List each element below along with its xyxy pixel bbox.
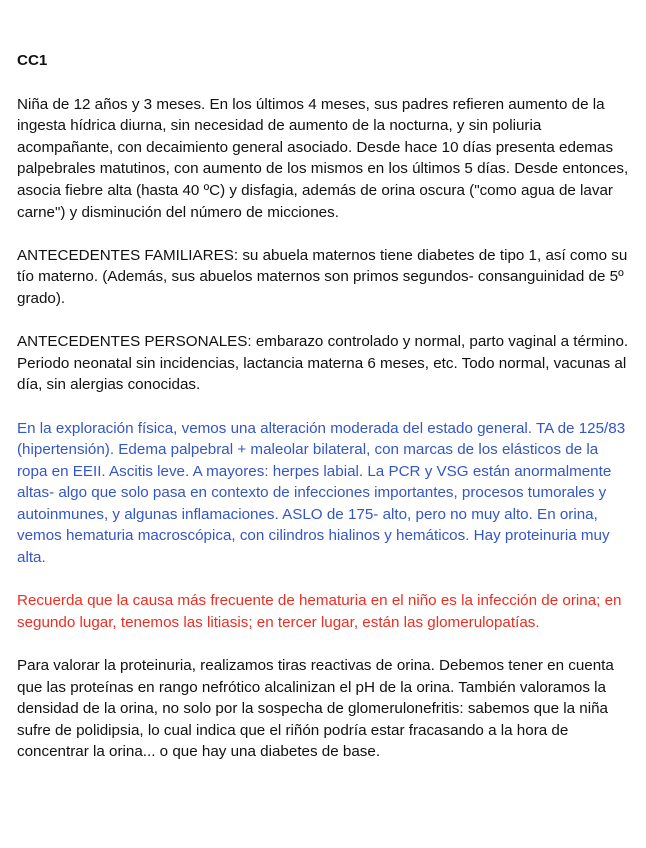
paragraph-case-history: Niña de 12 años y 3 meses. En los últimos 4 meses, sus padres refieren aumento de la ingesta hídrica diurna, sin necesidad de aumento de la nocturna, y sin poliuria acompañante, con decaimiento general asociado. Desde hace 10 días presenta edemas palpebrales matutinos, con aumento de los mismos en los últimos 5 días. Desde entonces, asocia fiebre alta (hasta 40 ºC) y disfagia, además de orina oscura ("como agua de lavar carne") y disminución del número de micciones. <box>17 95 629 221</box>
paragraph-physical-exam: En la exploración física, vemos una alteración moderada del estado general. TA de 125/83 (hipertensión). Edema palpebral + maleolar bilateral, con marcas de los elásticos de la ropa en EEII. Ascitis leve. A mayores: herpes labial. La PCR y VSG están anormalmente altas- algo que solo pasa en contexto de infecciones importantes, procesos tumorales y autoinmunes, y algunas inflamaciones. ASLO de 175- alto, pero no muy alto. En orina, vemos hematuria macroscópica, con cilindros hialinos y hemáticos. Hay proteinuria muy alta. <box>17 419 626 567</box>
document-page <box>17 50 629 785</box>
paragraph-hematuria-note: Recuerda que la causa más frecuente de hematuria en el niño es la infección de orina; en segundo lugar, tenemos las litiasis; en tercer lugar, están las glomerulopatías. <box>17 592 622 631</box>
paragraph-proteinuria-assessment: Para valorar la proteinuria, realizamos tiras reactivas de orina. Debemos tener en cuenta que las proteínas en rango nefrótico alcalinizan el pH de la orina. También valoramos la densidad de la orina, no solo por la sospecha de glomerulonefritis: sabemos que la niña sufre de polidipsia, lo cual indica que el riñón podría estar fracasando a la hora de concentrar la orina... o que hay una diabetes de base. <box>17 657 614 761</box>
paragraph-family-history: ANTECEDENTES FAMILIARES: su abuela maternos tiene diabetes de tipo 1, así como su tío materno. (Además, sus abuelos maternos son primos segundos- consanguinidad de 5º grado). <box>17 246 628 307</box>
document-title: CC1 <box>17 52 48 69</box>
paragraph-personal-history: ANTECEDENTES PERSONALES: embarazo controlado y normal, parto vaginal a término. Periodo neonatal sin incidencias, lactancia materna 6 meses, etc. Todo normal, vacunas al día, sin alergias conocidas. <box>17 333 629 394</box>
